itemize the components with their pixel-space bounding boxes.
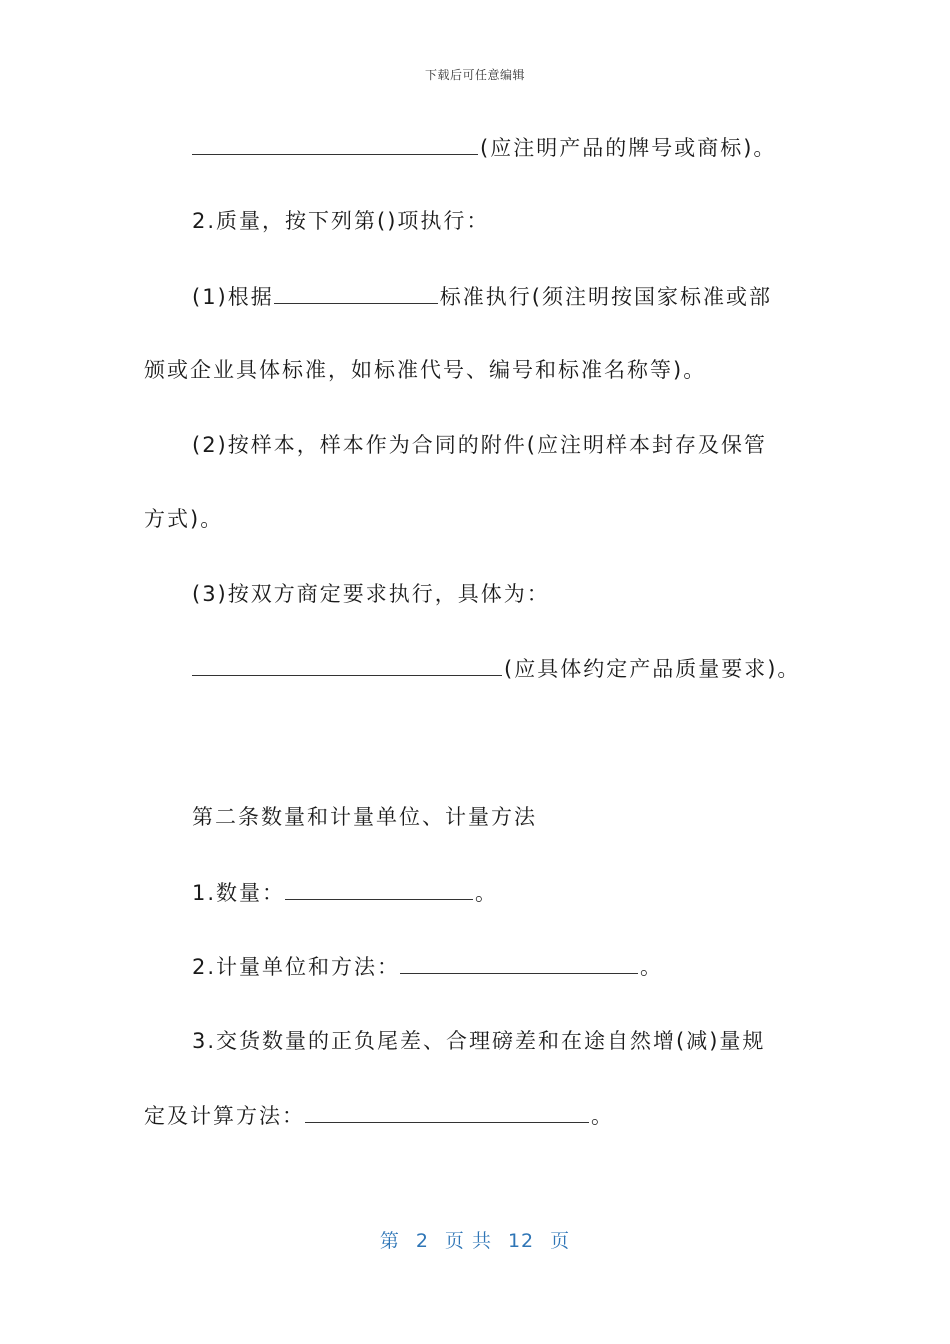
download-note: 下载后可任意编辑 — [424, 68, 525, 82]
line-text: (应注明产品的牌号或商标)。 — [480, 136, 777, 160]
fill-blank — [192, 653, 502, 676]
page-number-footer — [0, 1226, 950, 1253]
fill-blank — [192, 132, 478, 155]
paragraph-line-13 — [144, 1100, 614, 1131]
line-text: 标准执行(须注明按国家标准或部 — [439, 285, 772, 309]
fill-blank — [305, 1100, 589, 1123]
fill-blank — [285, 877, 473, 900]
line-text: 。 — [640, 955, 664, 979]
line-text: 。 — [591, 1104, 614, 1128]
line-text: 1.数量： — [192, 881, 286, 905]
fill-blank — [274, 281, 438, 304]
paragraph-line-11 — [192, 951, 663, 982]
line-text: 。 — [475, 881, 499, 905]
paragraph-line-5: (2)按样本，样本作为合同的附件(应注明样本封存及保管 — [192, 433, 767, 457]
paragraph-line-3 — [192, 281, 772, 312]
section-heading: 第二条数量和计量单位、计量方法 — [192, 805, 537, 829]
line-text: (应具体约定产品质量要求)。 — [504, 657, 801, 681]
paragraph-line-7: (3)按双方商定要求执行，具体为： — [192, 582, 550, 606]
total-page-number: 12 — [507, 1230, 535, 1252]
page-label: 页 — [550, 1230, 571, 1252]
current-page-number: 2 — [415, 1230, 429, 1252]
line-text: 2.计量单位和方法： — [192, 955, 401, 979]
paragraph-line-6: 方式)。 — [144, 507, 224, 531]
paragraph-line-12: 3.交货数量的正负尾差、合理磅差和在途自然增(减)量规 — [192, 1029, 766, 1053]
paragraph-line-10 — [192, 877, 498, 908]
paragraph-line-1 — [192, 132, 776, 163]
fill-blank — [400, 951, 638, 974]
line-text: (1)根据 — [192, 285, 274, 309]
page-label: 页 共 — [444, 1230, 492, 1252]
paragraph-line-2: 2.质量，按下列第()项执行： — [192, 209, 490, 233]
line-text: 定及计算方法： — [144, 1104, 305, 1128]
paragraph-line-8 — [192, 653, 800, 684]
paragraph-line-4: 颁或企业具体标准，如标准代号、编号和标准名称等)。 — [144, 358, 707, 382]
page-label: 第 — [379, 1230, 400, 1252]
